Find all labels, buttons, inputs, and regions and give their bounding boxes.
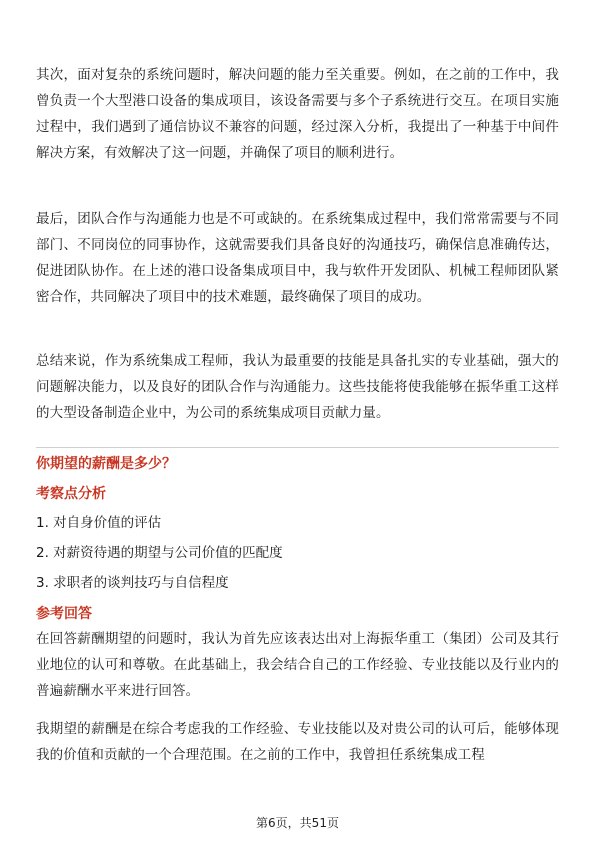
answer-title: 参考回答 — [36, 606, 92, 622]
analysis-title: 考察点分析 — [36, 486, 106, 502]
paragraph-summary: 总结来说，作为系统集成工程师，我认为最重要的技能是具备扎实的专业基础，强大的问题解决能力，以及良好的团队合作与沟通能力。这些技能将使我能够在振华重工这样的大型设备制造企业中，为公司的系统集成项目贡献力量。 — [36, 353, 559, 421]
analysis-point: 3. 求职者的谈判技巧与自信程度 — [36, 575, 229, 591]
analysis-point-list — [36, 508, 559, 598]
analysis-point: 2. 对薪资待遇的期望与公司价值的匹配度 — [36, 545, 283, 561]
page-number-footer: 第6页，共51页 — [256, 816, 339, 830]
paragraph-teamwork: 最后，团队合作与沟通能力也是不可或缺的。在系统集成过程中，我们常常需要与不同部门、不同岗位的同事协作，这就需要我们具备良好的沟通技巧，确保信息准确传达，促进团队协作。在上述的港口设备集成项目中，我与软件开发团队、机械工程师团队紧密合作，共同解决了项目中的技术难题，最终确保了项目的成功。 — [36, 211, 559, 305]
question-heading: 你期望的薪酬是多少？ — [36, 456, 176, 472]
answer-paragraph-1: 在回答薪酬期望的问题时，我认为首先应该表达出对上海振华重工（集团）公司及其行业地位的认可和尊敬。在此基础上，我会结合自己的工作经验、专业技能以及行业内的普遍薪酬水平来进行回答。 — [36, 631, 559, 699]
paragraph-problem-solving: 其次，面对复杂的系统问题时，解决问题的能力至关重要。例如，在之前的工作中，我曾负责一个大型港口设备的集成项目，该设备需要与多个子系统进行交互。在项目实施过程中，我们遇到了通信协议不兼容的问题，经过深入分析，我提出了一种基于中间件解决方案，有效解决了这一问题，并确保了项目的顺利进行。 — [36, 67, 559, 161]
analysis-point: 1. 对自身价值的评估 — [36, 515, 162, 531]
answer-paragraph-2: 我期望的薪酬是在综合考虑我的工作经验、专业技能以及对贵公司的认可后，能够体现我的价值和贡献的一个合理范围。在之前的工作中，我曾担任系统集成工程 — [36, 721, 559, 763]
section-divider — [36, 447, 559, 448]
